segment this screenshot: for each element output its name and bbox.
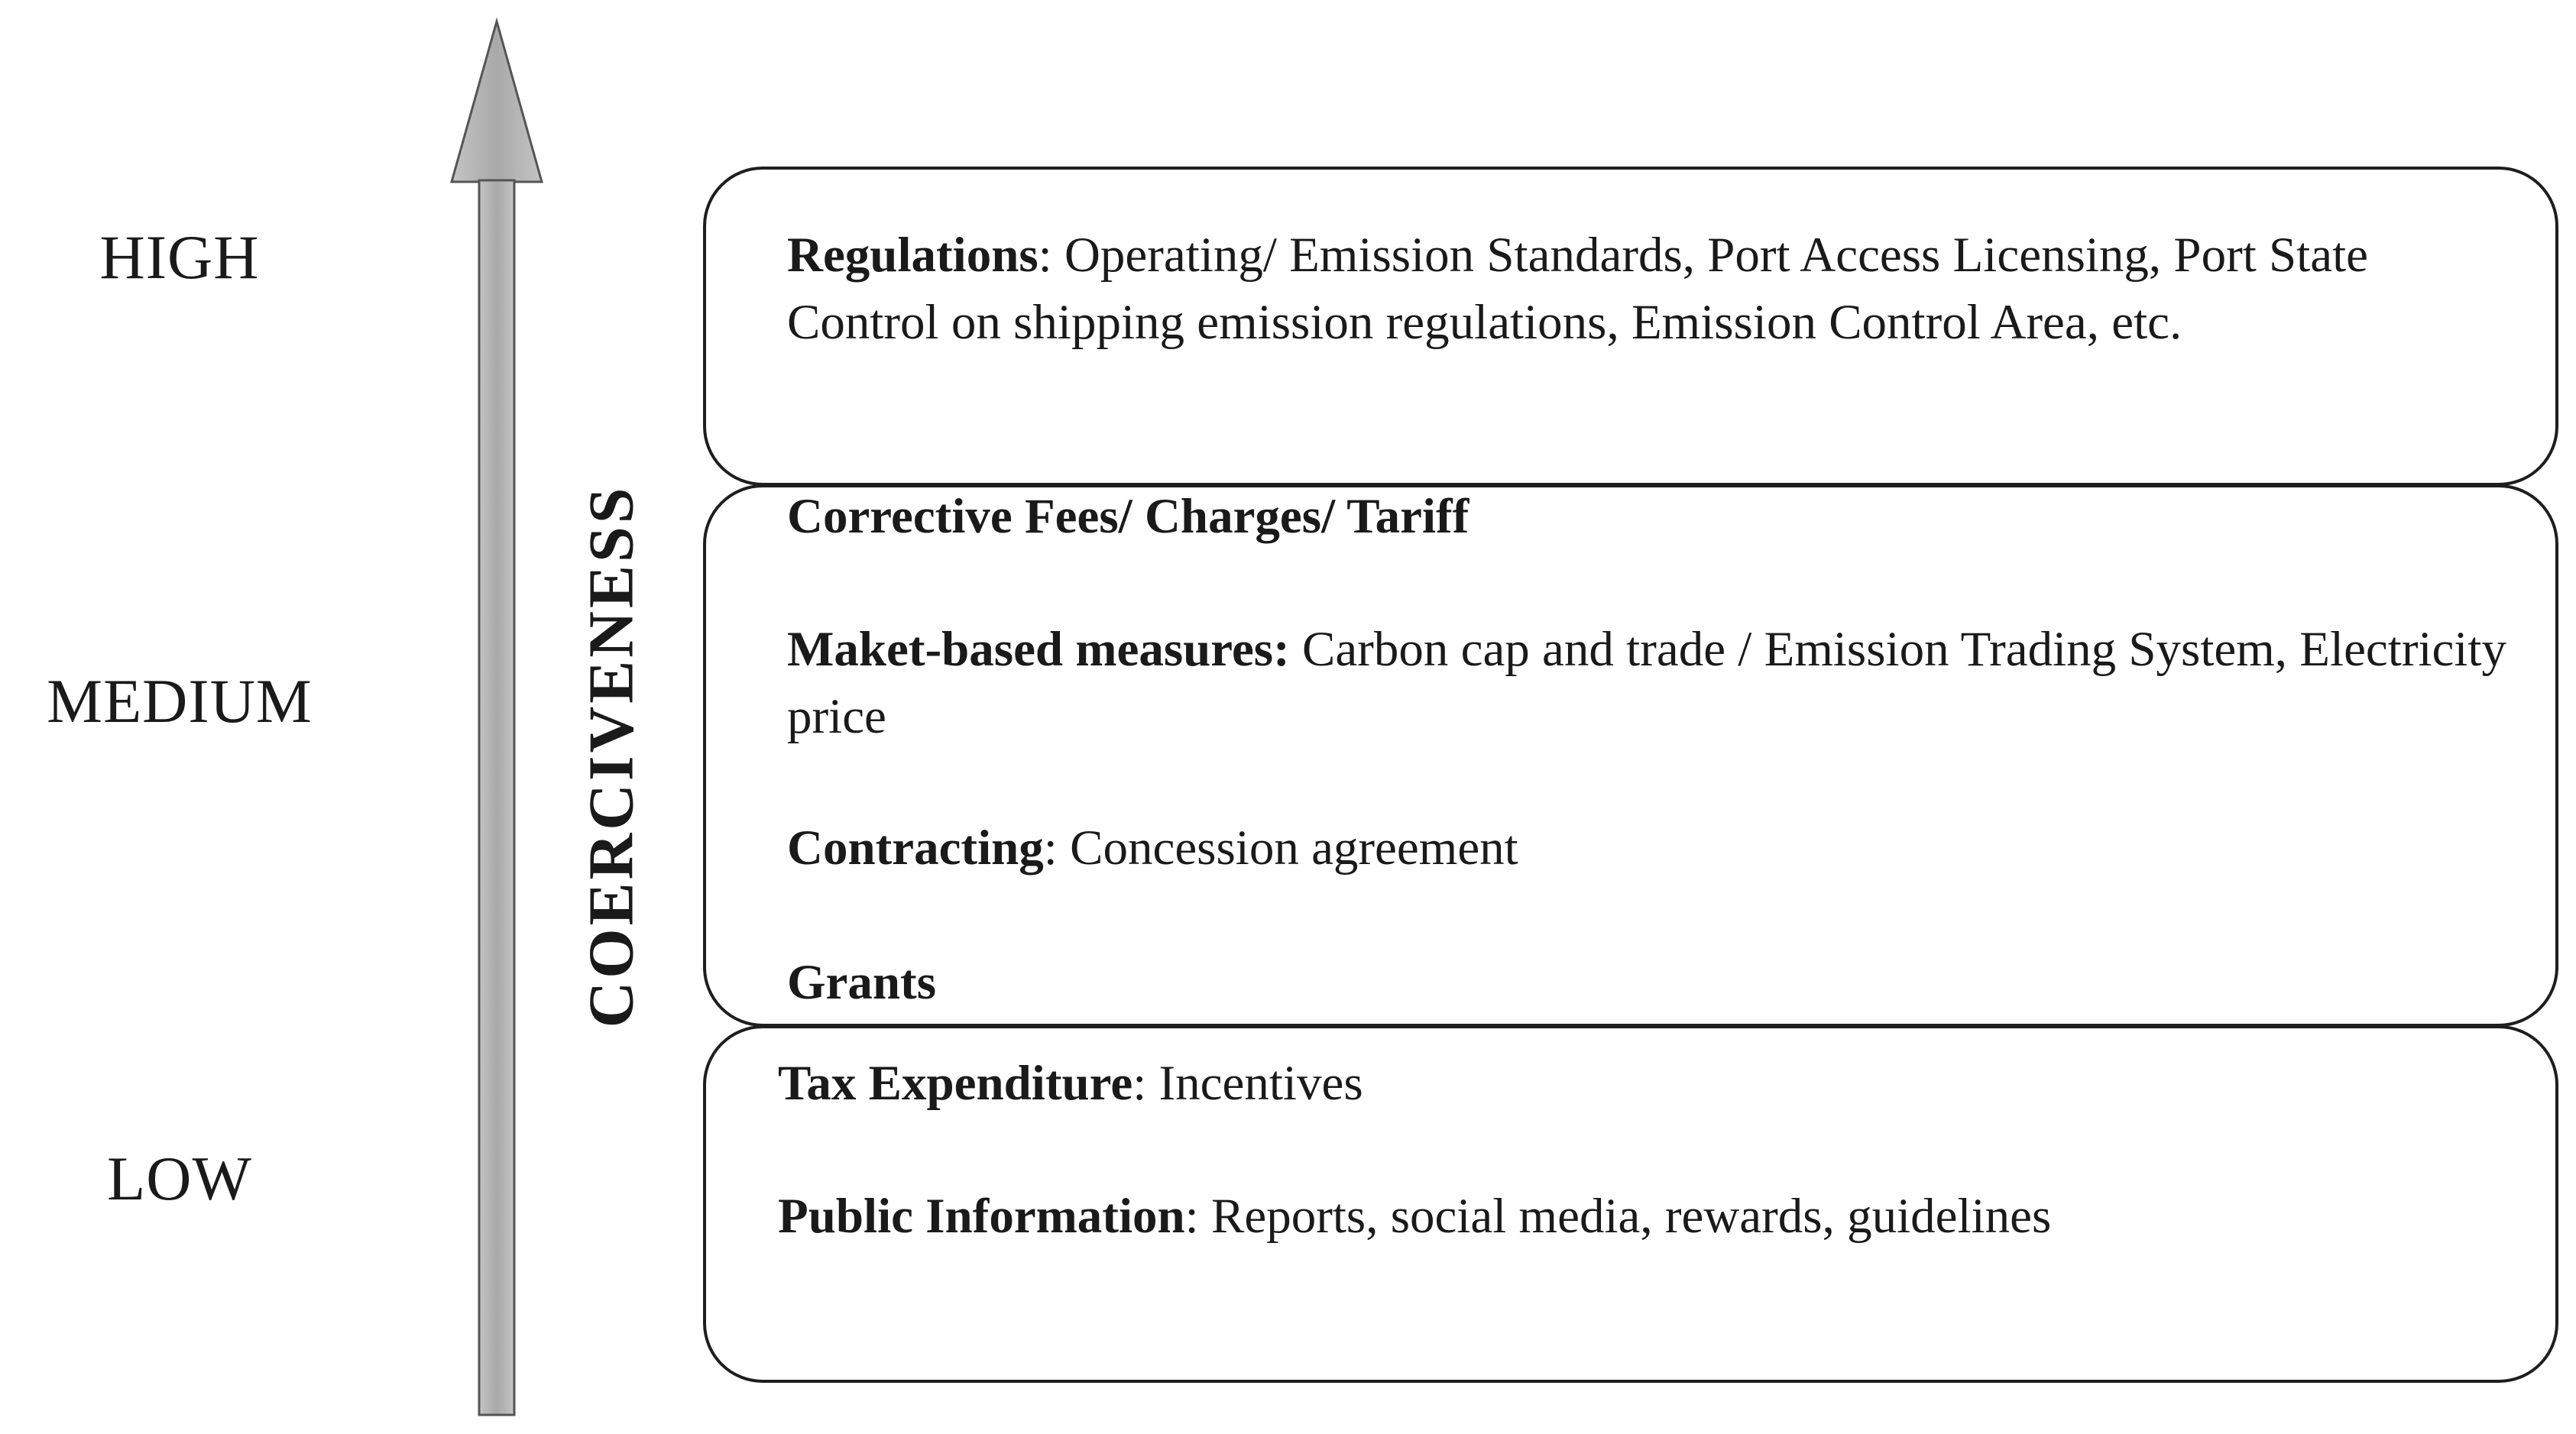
entry-separator: : — [1043, 821, 1071, 876]
entry-public-information — [778, 1183, 2505, 1250]
entry-corrective-fees — [787, 483, 2514, 550]
tier-box-low — [703, 1025, 2558, 1383]
entry-contracting — [787, 814, 2514, 882]
entry-term: Corrective Fees/ Charges/ Tariff — [787, 489, 1469, 544]
level-label-medium: MEDIUM — [47, 666, 313, 736]
entry-term: Maket-based measures: — [787, 622, 1290, 677]
entry-separator: : — [1132, 1056, 1159, 1111]
entry-term: Contracting — [787, 821, 1044, 876]
entry-term: Regulations — [787, 228, 1039, 283]
entry-grants — [787, 949, 2514, 1016]
entry-regulations — [787, 222, 2491, 356]
entry-text: Reports, social media, rewards, guidelines — [1210, 1189, 2052, 1244]
entry-term: Grants — [787, 955, 936, 1010]
up-arrow-icon — [439, 15, 554, 1421]
entry-term: Tax Expenditure — [778, 1056, 1133, 1111]
entry-text: Concession agreement — [1070, 821, 1518, 876]
entry-text: Carbon cap and trade / Emission Trading System, Electricity price — [787, 622, 2506, 744]
tier-box-medium — [703, 484, 2558, 1027]
level-label-high: HIGH — [99, 222, 260, 292]
arrow-head — [452, 21, 542, 182]
arrow-shaft — [479, 180, 514, 1415]
tier-box-high — [703, 167, 2558, 486]
entry-text: Incentives — [1158, 1056, 1363, 1111]
entry-market-based-measures — [787, 616, 2514, 750]
entry-text: Operating/ Emission Standards, Port Access Licensing, Port State Control on shipping emission regulations, Emission Control Area, etc. — [787, 228, 2368, 350]
entry-separator: : — [1184, 1189, 1211, 1244]
level-label-low: LOW — [107, 1144, 252, 1213]
entry-tax-expenditure — [778, 1050, 2505, 1117]
entry-separator: : — [1038, 228, 1064, 283]
entry-term: Public Information — [778, 1189, 1185, 1244]
axis-label-coerciveness: COERCIVENESS — [575, 484, 647, 1028]
entry-separator — [1290, 622, 1302, 677]
